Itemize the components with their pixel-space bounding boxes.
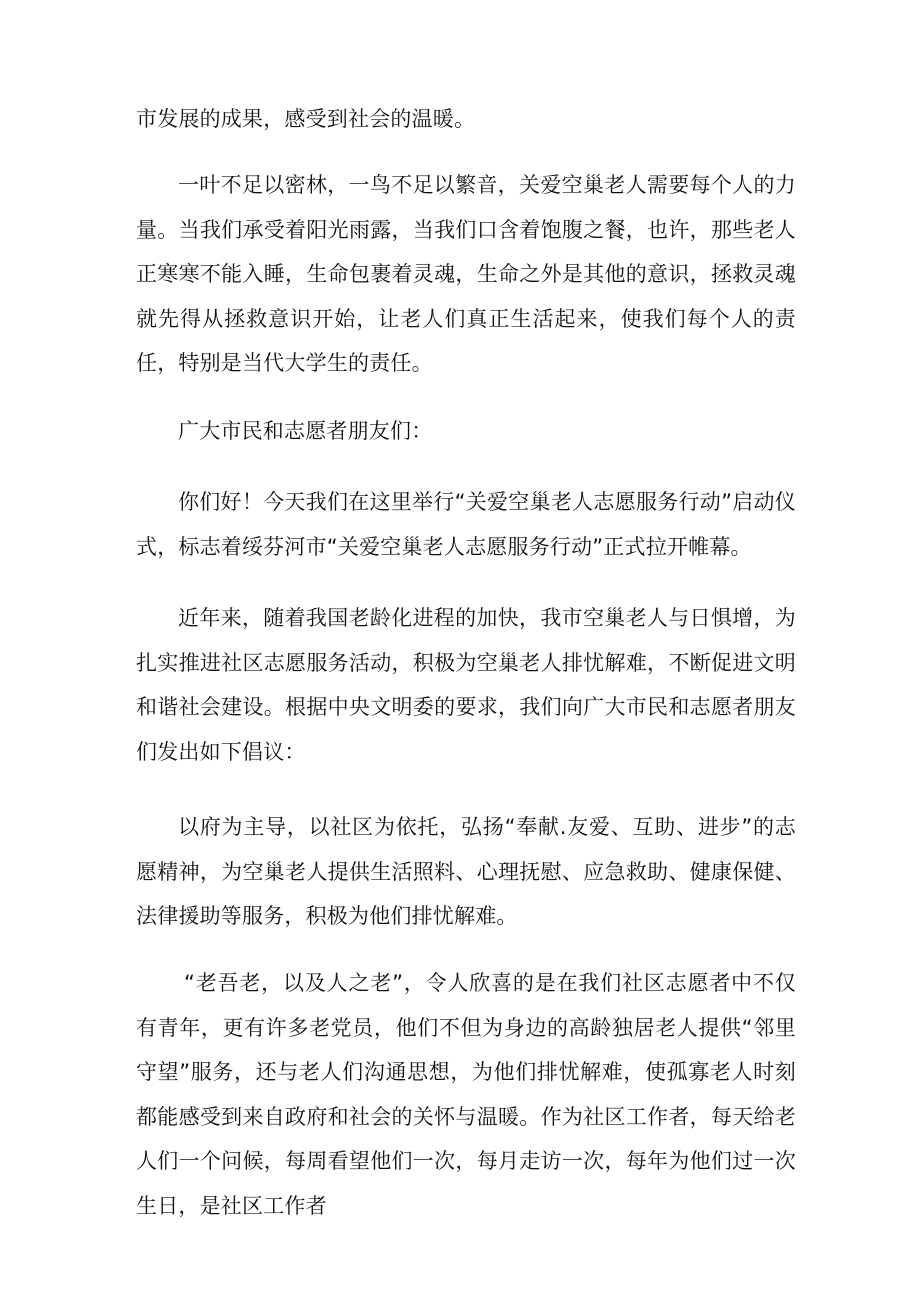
paragraph-greeting: 你们好！今天我们在这里举行“关爱空巢老人志愿服务行动”启动仪式，标志着绥芬河市“关爱空巢老人志愿服务行动”正式拉开帷幕。	[136, 490, 796, 559]
paragraph-volunteers: “老吾老，以及人之老”，令人欣喜的是在我们社区志愿者中不仅有青年，更有许多老党员，他们不但为身边的高龄独居老人提供“邻里守望”服务，还与老人们沟通思想，为他们排忧解难，使孤寡老人时刻都能感受到来自政府和社会的关怀与温暖。作为社区工作者，每天给老人们一个问候，每周看望他们一次，每月走访一次，每年为他们过一次生日，是社区工作者	[136, 971, 796, 1218]
paragraph-initiative: 以府为主导，以社区为依托，弘扬“奉献.友爱、互助、进步”的志愿精神，为空巢老人提供生活照料、心理抚慰、应急救助、健康保健、法律援助等服务，积极为他们排忧解难。	[136, 815, 796, 928]
paragraph-community-strength: 一叶不足以密林，一鸟不足以繁音，关爱空巢老人需要每个人的力量。当我们承受着阳光雨露，当我们口含着饱腹之餐，也许，那些老人正寒寒不能入睡，生命包裹着灵魂，生命之外是其他的意识，拯救灵魂就先得从拯救意识开始，让老人们真正生活起来，使我们每个人的责任，特别是当代大学生的责任。	[136, 173, 796, 375]
paragraph-continuation: 市发展的成果，感受到社会的温暖。	[136, 107, 476, 131]
paragraph-salutation: 广大市民和志愿者朋友们：	[178, 419, 433, 443]
paragraph-background: 近年来，随着我国老龄化进程的加快，我市空巢老人与日惧增，为扎实推进社区志愿服务活动，积极为空巢老人排忧解难，不断促进文明和谐社会建设。根据中央文明委的要求，我们向广大市民和志愿者朋友们发出如下倡议：	[136, 606, 796, 764]
